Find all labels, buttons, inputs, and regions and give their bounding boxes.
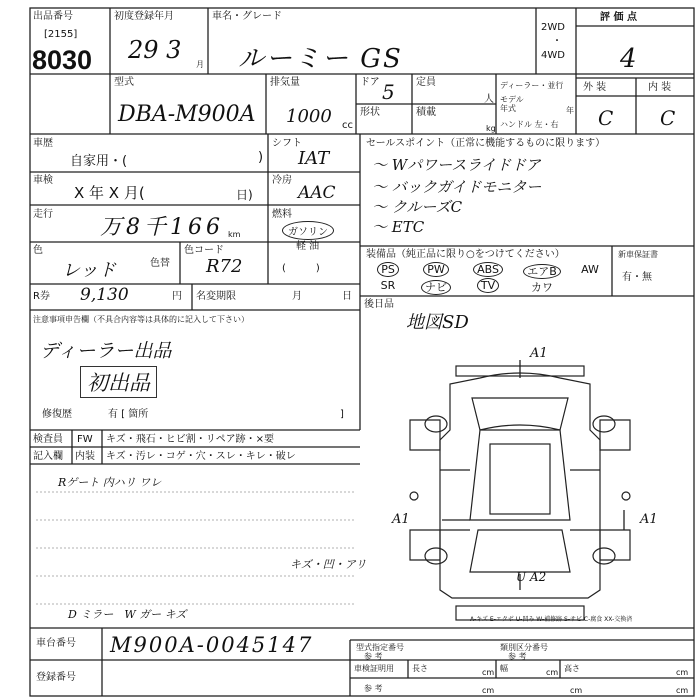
recycle-unit: 円 bbox=[172, 291, 182, 302]
footer-unit-3: cm bbox=[570, 686, 583, 695]
mileage-unit: km bbox=[228, 230, 241, 239]
inspection-label: 車検 bbox=[33, 175, 53, 186]
displacement-value: 1000 bbox=[286, 106, 332, 127]
width-label: 幅 bbox=[500, 664, 508, 673]
model-code-value: DBA-M900A bbox=[118, 102, 256, 127]
color-value: レッド bbox=[62, 260, 116, 281]
height-label: 高さ bbox=[564, 664, 580, 673]
chassis-number-value: M900A-0045147 bbox=[110, 633, 314, 657]
certificate-label: 車検証明用 bbox=[354, 664, 394, 673]
usage-label: 車歴 bbox=[33, 138, 53, 149]
first-registration-label: 初度登録年月 bbox=[114, 11, 174, 22]
damage-mark-a1-left: A1 bbox=[392, 512, 410, 527]
damage-marks bbox=[442, 360, 624, 590]
car-name-grade-value: ルーミー GS bbox=[238, 44, 403, 74]
mileage-label: 走行 bbox=[33, 209, 53, 220]
inspection-value: X 年 X 月( bbox=[74, 184, 145, 202]
inspector-code-interior: 内装 bbox=[75, 451, 95, 462]
registration-number-label: 登録番号 bbox=[36, 672, 76, 683]
model-code-label: 型式 bbox=[114, 77, 134, 88]
aftermarket-value: 地図SD bbox=[406, 312, 469, 333]
color-swap-label: 色替 bbox=[150, 258, 170, 269]
footer-unit-4: cm bbox=[676, 686, 689, 695]
equipment-title: 装備品（純正品に限り○をつけてください） bbox=[366, 249, 565, 260]
notes-line-1: ディーラー出品 bbox=[40, 340, 172, 362]
chassis-number-label: 車台番号 bbox=[36, 638, 76, 649]
color-code-value: R72 bbox=[206, 256, 243, 277]
dealer-parallel-label: ディーラー・並行 bbox=[500, 81, 564, 90]
repair-history-close: ] bbox=[340, 409, 344, 420]
inspector-comment-3: D ミラー W ガー キズ bbox=[68, 608, 187, 621]
capacity-unit: 人 bbox=[484, 94, 494, 105]
fuel-gasoline: ガソリン bbox=[282, 221, 334, 240]
interior-grade: C bbox=[660, 106, 676, 130]
length-unit: cm bbox=[482, 668, 495, 677]
entry-label: 記入欄 bbox=[33, 451, 63, 462]
damage-mark-a1-top: A1 bbox=[530, 346, 548, 361]
option-airbag: エアB bbox=[520, 263, 564, 279]
selling-points-title: セールスポイント（正常に機能するものに限ります） bbox=[366, 138, 606, 149]
name-change-expiry-label: 名変期限 bbox=[196, 291, 236, 302]
handle-label: ハンドル 左・右 bbox=[500, 120, 559, 129]
lot-number: 8030 bbox=[32, 45, 93, 75]
notes-title: 注意事項申告欄（不具合内容等は具体的に記入して下さい） bbox=[33, 315, 249, 324]
selling-point-item: ～ Wパワースライドドア bbox=[372, 156, 541, 174]
inspector-exterior-items: キズ・飛石・ヒビ割・リペア跡・×要 bbox=[106, 434, 274, 445]
shift-label: シフト bbox=[272, 138, 302, 149]
color-label: 色 bbox=[33, 245, 43, 256]
fuel-diesel: 軽 油 bbox=[296, 241, 320, 252]
warranty-value: 有・無 bbox=[622, 272, 652, 283]
damage-legend: A-キズ E-エクボ U-凹み W-補修跡 S-サビ C-腐食 XX-交換済 bbox=[470, 616, 633, 623]
drive-4wd: 4WD bbox=[541, 50, 565, 61]
load-unit: kg bbox=[486, 124, 496, 133]
type-spec-ref: 参 考 bbox=[364, 652, 383, 661]
damage-mark-u2: U A2 bbox=[516, 570, 547, 584]
capacity-label: 定員 bbox=[416, 77, 436, 88]
registration-month-unit: 月 bbox=[196, 60, 204, 69]
width-unit: cm bbox=[546, 668, 559, 677]
model-year-unit: 年 bbox=[566, 106, 574, 115]
fuel-other: ( ) bbox=[282, 263, 320, 274]
displacement-unit: cc bbox=[342, 120, 353, 131]
name-change-month: 月 bbox=[292, 291, 302, 302]
lot-sub-number: [2155] bbox=[44, 29, 78, 40]
exterior-grade: C bbox=[598, 106, 614, 130]
notes-line-2: 初出品 bbox=[80, 366, 157, 398]
doors-label: ドア bbox=[360, 77, 380, 88]
mileage-value: 万8千166 bbox=[100, 215, 224, 240]
usage-value: 自家用・( bbox=[70, 154, 128, 169]
drive-2wd: 2WD bbox=[541, 22, 565, 33]
doors-value: 5 bbox=[382, 80, 395, 104]
lot-number-label: 出品番号 bbox=[33, 11, 73, 22]
height-unit: cm bbox=[676, 668, 689, 677]
interior-label: 内 装 bbox=[648, 82, 672, 93]
fuel-label: 燃料 bbox=[272, 209, 292, 220]
selling-point-item: ～ クルーズC bbox=[372, 198, 463, 216]
inspector-comment-2: キズ・凹・アリ bbox=[290, 558, 367, 571]
category-label: 類別区分番号 bbox=[500, 643, 548, 652]
option-leather: カワ bbox=[531, 281, 553, 294]
shift-value: IAT bbox=[298, 148, 330, 169]
footer-unit-2: cm bbox=[482, 686, 495, 695]
option-aw: AW bbox=[581, 263, 599, 276]
option-tv: TV bbox=[466, 279, 510, 292]
displacement-label: 排気量 bbox=[270, 77, 300, 88]
color-code-label: 色コード bbox=[184, 245, 224, 256]
repair-history-value: 有 [ 箇所 bbox=[108, 409, 149, 420]
name-change-day: 日 bbox=[342, 291, 352, 302]
recycle-value: 9,130 bbox=[80, 285, 129, 305]
drive-dot: ・ bbox=[552, 36, 562, 47]
car-name-grade-label: 車名・グレード bbox=[212, 11, 282, 22]
exterior-label: 外 装 bbox=[583, 82, 607, 93]
model-year-label: モデル年式 bbox=[500, 95, 524, 113]
type-spec-label: 型式指定番号 bbox=[356, 643, 404, 652]
body-shape-label: 形状 bbox=[360, 107, 380, 118]
warranty-label: 新車保証書 bbox=[618, 250, 658, 259]
selling-point-item: ～ バックガイドモニター bbox=[372, 178, 542, 196]
inspector-interior-items: キズ・汚レ・コゲ・穴・スレ・キレ・破レ bbox=[106, 451, 296, 462]
category-ref: 参 考 bbox=[508, 652, 527, 661]
aftermarket-label: 後日品 bbox=[364, 299, 394, 310]
inspection-day: 日) bbox=[236, 188, 253, 202]
repair-history-label: 修復歴 bbox=[42, 409, 72, 420]
inspector-comment-1: Rゲート 内ハリ ワレ bbox=[58, 476, 162, 489]
option-ps: PS bbox=[366, 263, 410, 276]
option-sr: SR bbox=[380, 279, 396, 292]
option-pw: PW bbox=[414, 263, 458, 276]
ac-value: AAC bbox=[298, 183, 336, 203]
ac-label: 冷房 bbox=[272, 175, 292, 186]
evaluation-score: 4 bbox=[620, 44, 637, 74]
selling-point-item: ～ ETC bbox=[372, 218, 425, 236]
length-label: 長さ bbox=[412, 664, 428, 673]
footer-ref-2: 参 考 bbox=[364, 684, 383, 693]
damage-mark-a1-right: A1 bbox=[640, 512, 658, 527]
option-abs: ABS bbox=[466, 263, 510, 276]
first-registration-value: 29 3 bbox=[128, 36, 182, 64]
load-label: 積載 bbox=[416, 107, 436, 118]
inspector-code-fw: FW bbox=[77, 434, 93, 445]
evaluation-label: 評 価 点 bbox=[600, 12, 637, 23]
usage-close: ) bbox=[258, 150, 264, 165]
inspector-label: 検査員 bbox=[33, 434, 63, 445]
option-navi: ナビ bbox=[414, 279, 458, 295]
recycle-label: R券 bbox=[33, 291, 50, 302]
